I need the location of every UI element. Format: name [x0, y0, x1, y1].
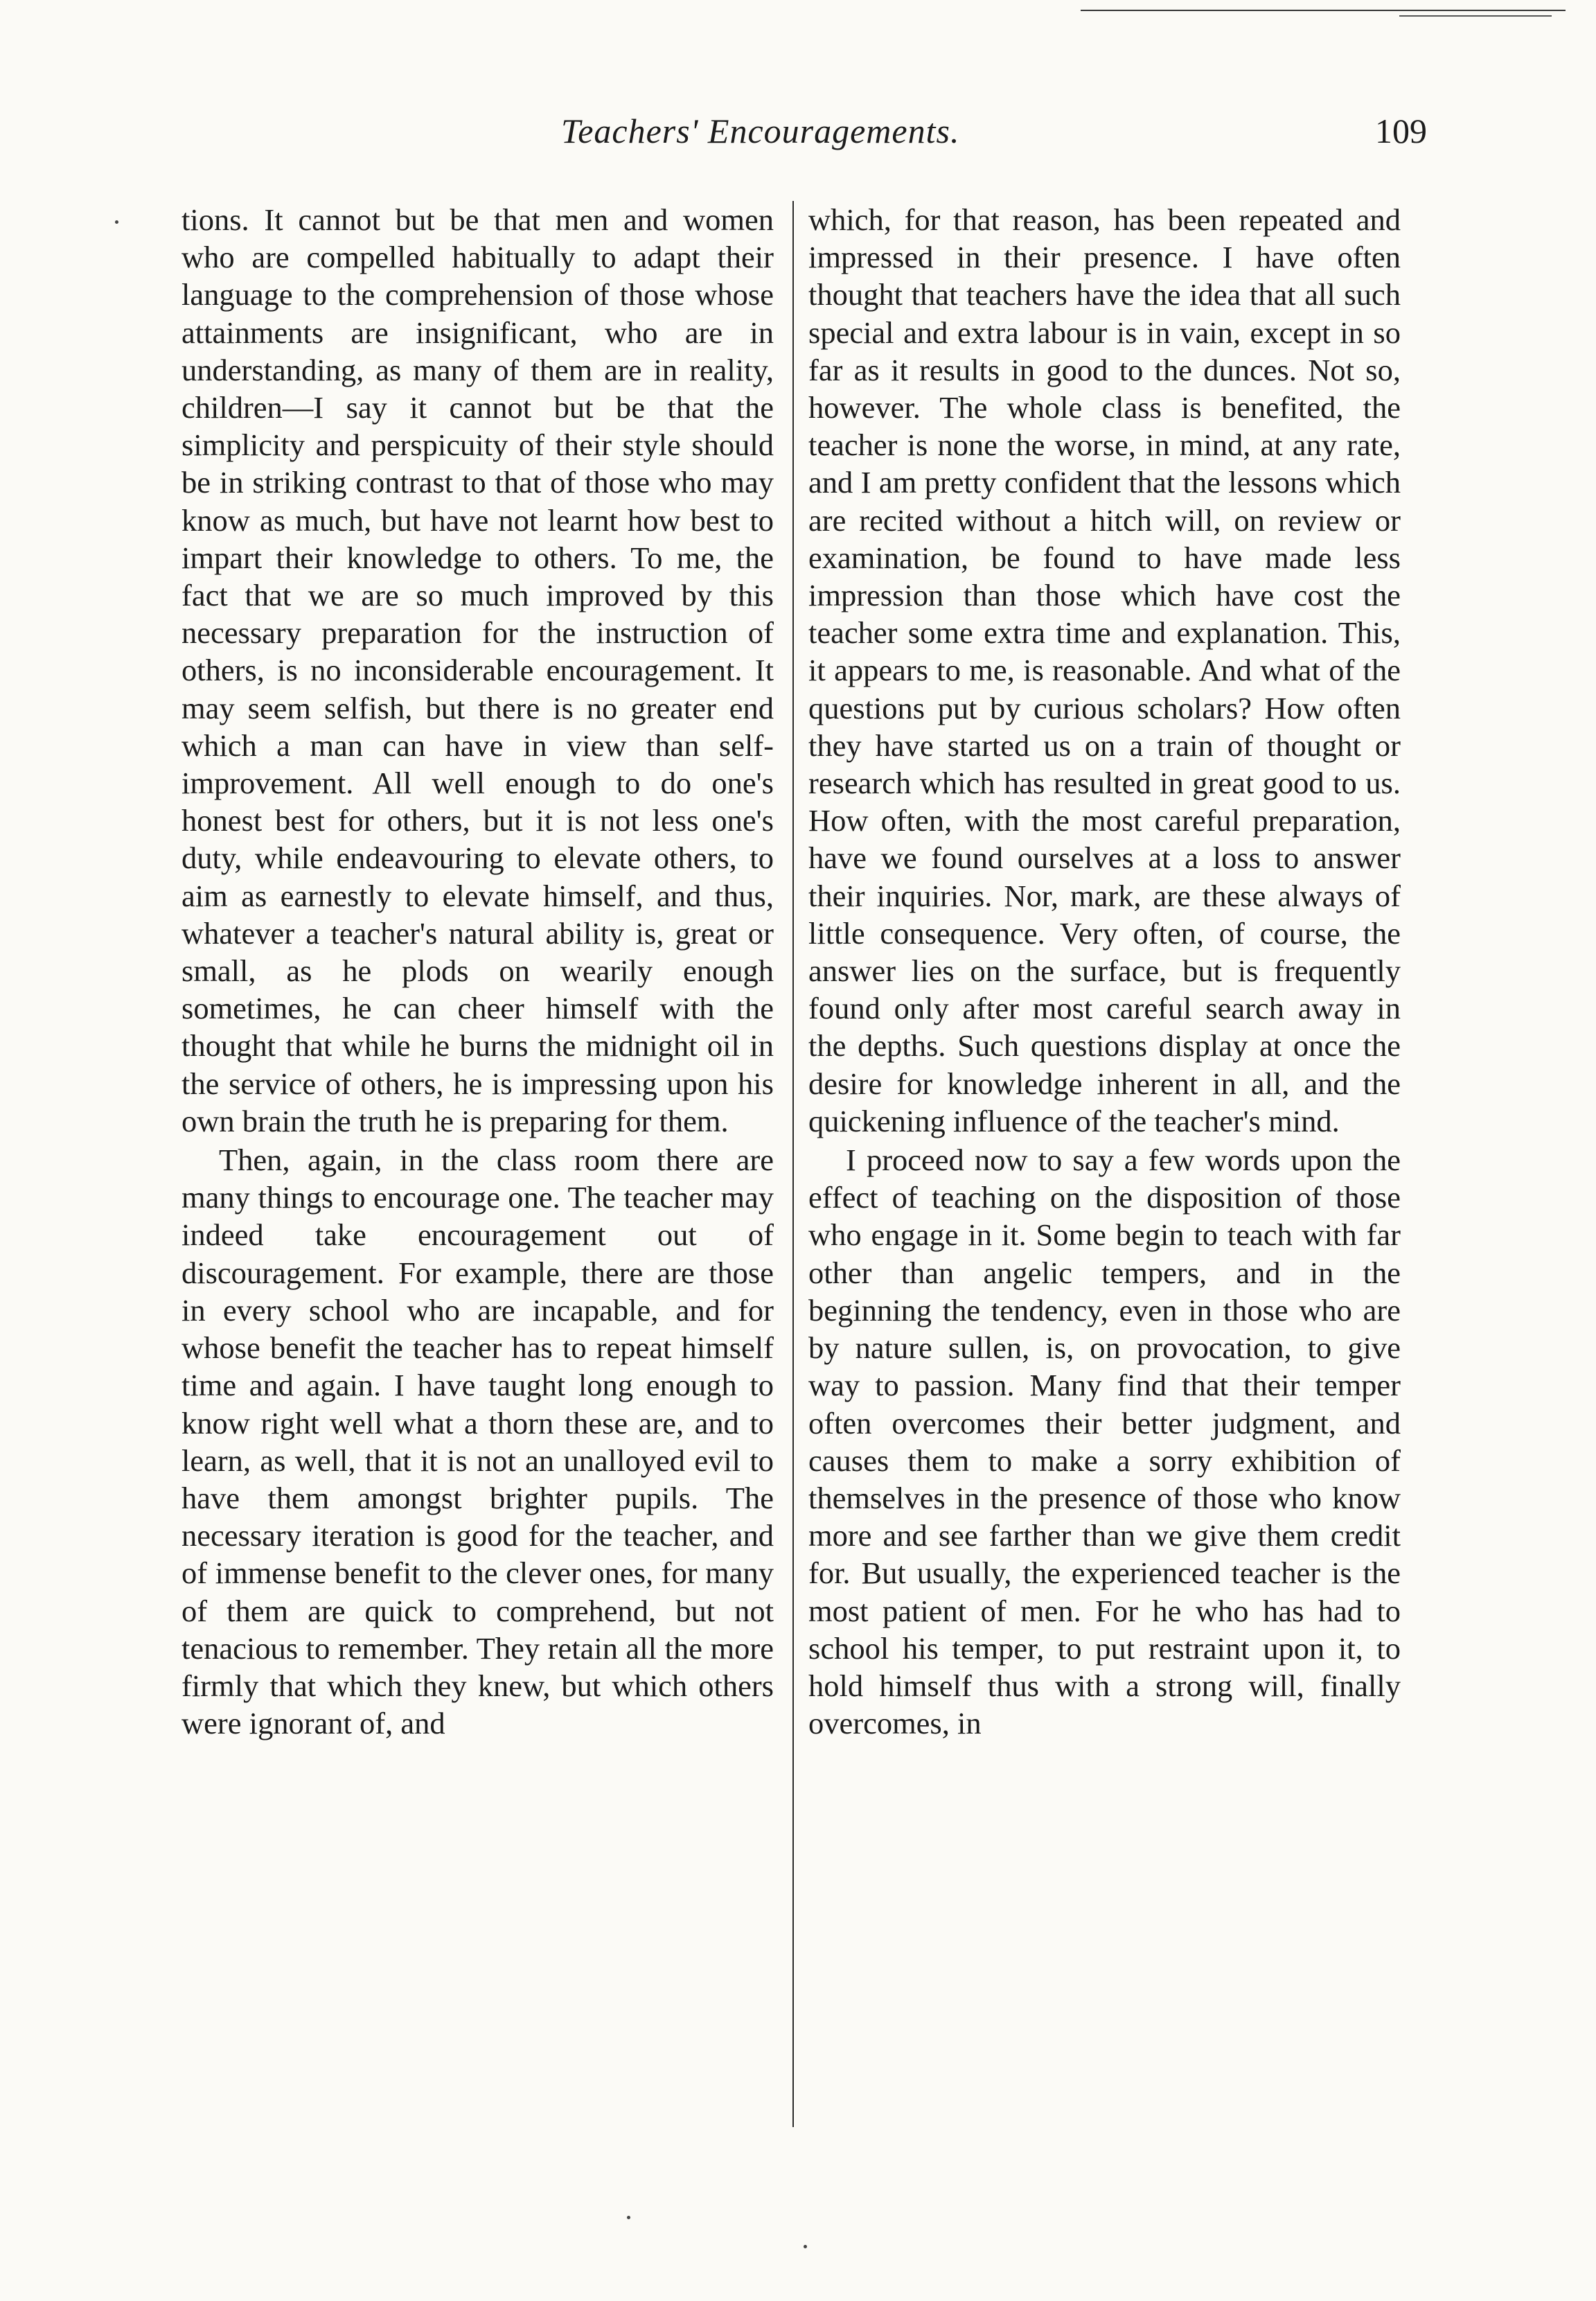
left-paragraph-2: Then, again, in the class room there are many things to encourage one. The teacher may indeed take encouragement out of discouragement. For example, there are those in every school who are incapable, and for whose benefit the teacher has to repeat himself time and again. I have taught long enough to know right well what a thorn these are, and to learn, as well, that it is not an unalloyed evil to have them amongst brighter pupils. The necessary iteration is good for the teacher, and of immense benefit to the clever ones, for many of them are quick to comprehend, but not tenacious to remember. They retain all the more firmly that which they knew, but which others were ignorant of, and: [181, 1143, 774, 1741]
top-edge-rule-short: [1399, 15, 1552, 17]
right-paragraph-2: I proceed now to say a few words upon the effect of teaching on the disposition of those who engage in it. Some begin to teach with far other than angelic tempers, and in the beginning the tendency, even in those who are by nature sullen, is, on provocation, to give way to passion. Many find that their temper often overcomes their better judgment, and causes them to make a sorry exhibition of themselves in the presence of those who know more and see farther than we give them credit for. But usually, the experienced teacher is the most patient of men. For he who has had to school his temper, to put restraint upon it, to hold himself thus with a strong will, finally overcomes, in: [808, 1143, 1401, 1741]
left-paragraph-1: tions. It cannot but be that men and women who are compelled habitually to adapt their language to the comprehension of those whose attainments are insignificant, who are in understanding, as many of them are in reality, children—I say it cannot but be that the simplicity and perspicuity of their style should be in striking contrast to that of those who may know as much, but have not learnt how best to impart their knowledge to others. To me, the fact that we are so much improved by this necessary preparation for the instruction of others, is no inconsiderable encouragement. It may seem selfish, but there is no greater end which a man can have in view than self-improvement. All well enough to do one's honest best for others, but it is not less one's duty, while endeavouring to elevate others, to aim as earnestly to elevate himself, and thus, whatever a teacher's natural ability is, great or small, as he plods on wearily enough sometimes, he can cheer himself with the thought that while he burns the midnight oil in the service of others, he is impressing upon his own brain the truth he is preparing for them.: [181, 202, 774, 1138]
print-speck: [115, 220, 118, 224]
right-column: [808, 201, 1401, 1742]
left-column: [181, 201, 774, 1742]
page-header: [173, 111, 1427, 166]
column-divider: [792, 201, 794, 2127]
print-speck: [627, 2216, 630, 2219]
running-title: Teachers' Encouragements.: [561, 112, 960, 150]
top-edge-rule: [1081, 10, 1566, 11]
print-speck: [804, 2245, 807, 2248]
right-paragraph-1: which, for that reason, has been repeated and impressed in their presence. I have often thought that teachers have the idea that all such special and extra labour is in vain, except in so far as it results in good to the dunces. Not so, however. The whole class is benefited, the teacher is none the worse, in mind, at any rate, and I am pretty confident that the lessons which are recited without a hitch will, on review or examination, be found to have made less impression than those which have cost the teacher some extra time and explanation. This, it appears to me, is reasonable. And what of the questions put by curious scholars? How often they have started us on a train of thought or research which has resulted in great good to us. How often, with the most careful preparation, have we found ourselves at a loss to answer their inquiries. Nor, mark, are these always of little consequence. Very often, of course, the answer lies on the surface, but is frequently found only after most careful search away in the depths. Such questions display at once the desire for knowledge inherent in all, and the quickening influence of the teacher's mind.: [808, 202, 1401, 1138]
page-number: 109: [1375, 112, 1427, 150]
